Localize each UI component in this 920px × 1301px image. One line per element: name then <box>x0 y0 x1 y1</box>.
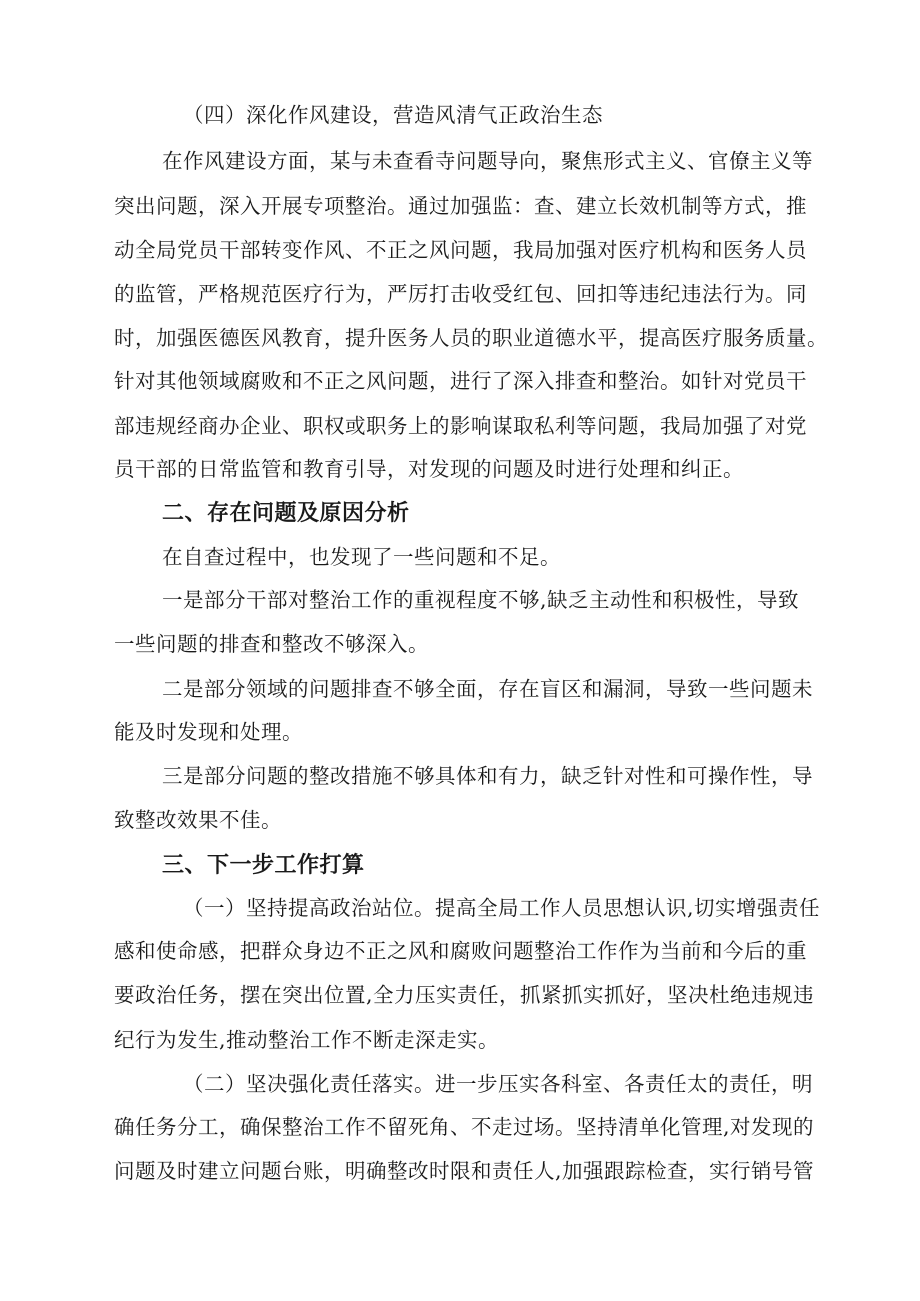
paragraph-line: （一）坚持提高政治站位。提高全局工作人员思想认识,切实增强责任 <box>183 896 821 920</box>
paragraph-line: 三是部分问题的整改措施不够具体和有力，缺乏针对性和可操作性，导 <box>162 764 813 788</box>
paragraph-line: 动全局党员干部转变作风、不正之风问题，我局加强对医疗机构和医务人员 <box>114 238 807 262</box>
paragraph-line: 感和使命感，把群众身边不正之风和腐败问题整治工作作为当前和今后的重 <box>114 939 807 963</box>
paragraph-line: 突出问题，深入开展专项整治。通过加强监：查、建立长效机制等方式，推 <box>114 194 807 218</box>
paragraph-line: 要政治任务，摆在突出位置,全力压实责任，抓紧抓实抓好，坚决杜绝违规违 <box>114 983 815 1007</box>
part-3-heading: 三、下一步工作打算 <box>162 853 365 878</box>
paragraph-line: 一些问题的排查和整改不够深入。 <box>114 632 429 656</box>
paragraph-line: 部违规经商办企业、职权或职务上的影响谋取私利等问题，我局加强了对党 <box>114 414 807 438</box>
paragraph-line: 能及时发现和处理。 <box>114 720 303 744</box>
paragraph-line: 问题及时建立问题台账，明确整改时限和责任人,加强跟踪检查，实行销号管 <box>114 1159 815 1183</box>
section-4-heading: （四）深化作风建设，营造风清气正政治生态 <box>183 103 603 127</box>
paragraph-line: 针对其他领域腐败和不正之风问题，进行了深入排查和整治。如针对党员干 <box>114 369 807 393</box>
paragraph-line: 员干部的日常监管和教育引导，对发现的问题及时进行处理和纠正。 <box>114 457 744 481</box>
paragraph-line: 纪行为发生,推动整治工作不断走深走实。 <box>114 1028 500 1052</box>
paragraph-line: 致整改效果不佳。 <box>114 808 282 832</box>
paragraph-line: 一是部分干部对整治工作的重视程度不够,缺乏主动性和积极性，导致 <box>162 588 800 612</box>
paragraph-line: 确任务分工，确保整治工作不留死角、不走过场。坚持清单化管理,对发现的 <box>114 1115 815 1139</box>
paragraph-line: 二是部分领域的问题排查不够全面，存在盲区和漏洞，导致一些问题未 <box>162 677 813 701</box>
paragraph-line: 时，加强医德医风教育，提升医务人员的职业道德水平，提高医疗服务质量。 <box>114 326 828 350</box>
paragraph-line: （二）坚决强化责任落实。进一步压实各科室、各责任太的责任，明 <box>183 1072 813 1096</box>
paragraph-line: 在自查过程中，也发现了一些问题和不足。 <box>162 545 561 569</box>
paragraph-line: 在作风建设方面，某与未查看寺问题导向，聚焦形式主义、官僚主义等 <box>162 149 813 173</box>
paragraph-line: 的监管，严格规范医疗行为，严厉打击收受红包、回扣等违纪违法行为。同 <box>114 282 807 306</box>
part-2-heading: 二、存在问题及原因分析 <box>162 501 410 526</box>
